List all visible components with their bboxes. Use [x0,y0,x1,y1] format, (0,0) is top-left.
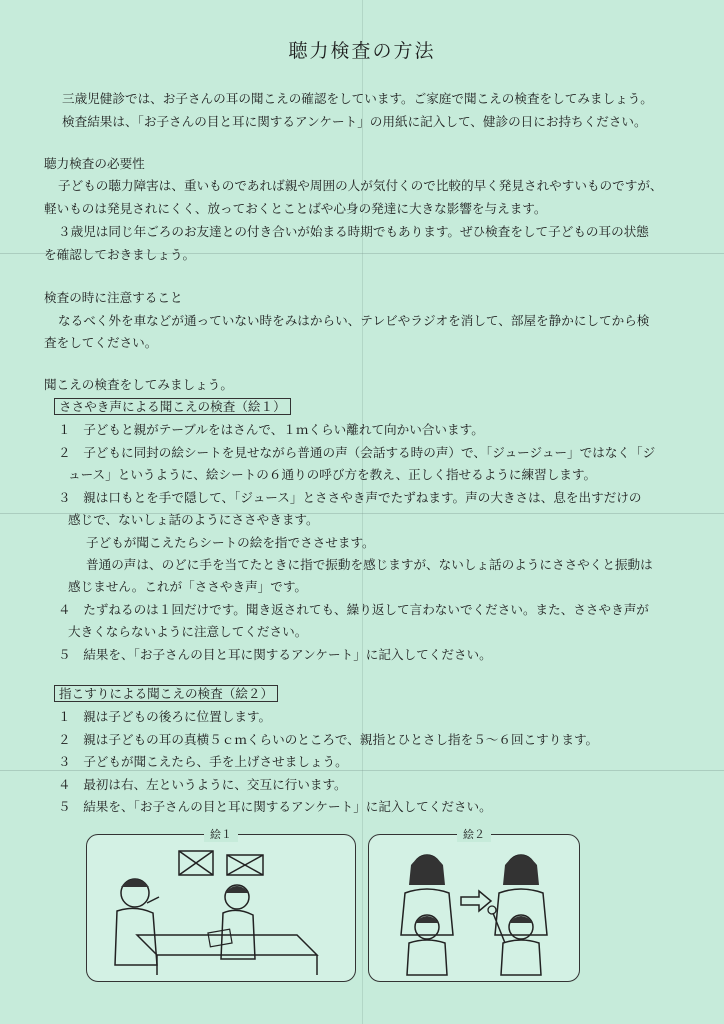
necessity-heading: 聴力検査の必要性 [44,156,145,171]
figure-1 [86,828,356,982]
figure-2 [368,828,580,982]
whisper-step: １ 子どもと親がテーブルをはさんで、１ｍくらい離れて向かい合います。 [58,422,484,437]
finger-step: ４ 最初は右、左というように、交互に行います。 [58,777,347,792]
caution-line: 査をしてください。 [44,335,158,350]
finger-step: ３ 子どもが聞こえたら、手を上げさせましょう。 [58,754,348,769]
whisper-step: 普通の声は、のどに手を当てたときに指で振動を感じますが、ないしょ話のようにささやくと振動は [86,557,653,572]
whisper-step: 感じで、ないしょ話のようにささやきます。 [68,512,319,527]
whisper-step: ５ 結果を、「お子さんの目と耳に関するアンケート」に記入してください。 [58,647,492,662]
whisper-test-illustration [87,835,355,981]
fold-line [362,0,363,1024]
necessity-line: 子どもの聴力障害は、重いものであれば親や周囲の人が気付くので比較的早く発見されやすいものですが、 [58,178,663,193]
finger-heading-box: 指こすりによる聞こえの検査（絵２） [54,685,278,702]
whisper-step: 感じません。これが「ささやき声」です。 [68,579,308,594]
whisper-heading [54,397,291,417]
whisper-step: ４ たずねるのは１回だけです。聞き返されても、繰り返して言わないでください。また、ささやき声が [58,602,649,617]
necessity-line: を確認しておきましょう。 [44,247,196,262]
figure-2-label: 絵２ [457,826,491,842]
finger-step: ２ 親は子どもの耳の真横５ｃｍくらいのところで、親指とひとさし指を５～６回こすります。 [58,732,599,747]
whisper-step: 子どもが聞こえたらシートの絵を指でささせます。 [86,535,375,550]
whisper-step: 大きくならないように注意してください。 [68,624,308,639]
page-title: 聴力検査の方法 [288,40,436,62]
intro-line: 検査結果は、「お子さんの目と耳に関するアンケート」の用紙に記入して、健診の日にお持ちください。 [62,114,647,129]
whisper-step: ３ 親は口もとを手で隠して、「ジュース」とささやき声でたずねます。声の大きさは、息を出すだけの [58,490,642,505]
caution-line: なるべく外を車などが通っていない時をみはからい、テレビやラジオを消して、部屋を静かにしてから検 [58,313,650,328]
figure-1-label: 絵１ [204,826,238,842]
necessity-line: ３歳児は同じ年ごろのお友達との付き合いが始まる時期でもあります。ぜひ検査をして子どもの耳の状態 [58,224,649,239]
whisper-heading-box: ささやき声による聞こえの検査（絵１） [54,398,291,415]
intro-line: 三歳児健診では、お子さんの耳の聞こえの確認をしています。ご家庭で聞こえの検査をしてみましょう。 [62,91,653,106]
necessity-line: 軽いものは発見されにくく、放っておくとことばや心身の発達に大きな影響を与えます。 [44,201,547,216]
caution-heading: 検査の時に注意すること [44,290,183,305]
finger-heading [54,684,278,704]
finger-rub-test-illustration [369,835,579,981]
whisper-step: ュース」というように、絵シートの６通りの呼び方を教え、正しく指せるように練習します。 [68,467,597,482]
finger-step: ５ 結果を、「お子さんの目と耳に関するアンケート」に記入してください。 [58,799,492,814]
whisper-step: ２ 子どもに同封の絵シートを見せながら普通の声（会話する時の声）で、「ジュージュー」ではなく「ジ [58,445,656,460]
finger-step: １ 親は子どもの後ろに位置します。 [58,709,272,724]
test-intro: 聞こえの検査をしてみましょう。 [44,377,233,392]
